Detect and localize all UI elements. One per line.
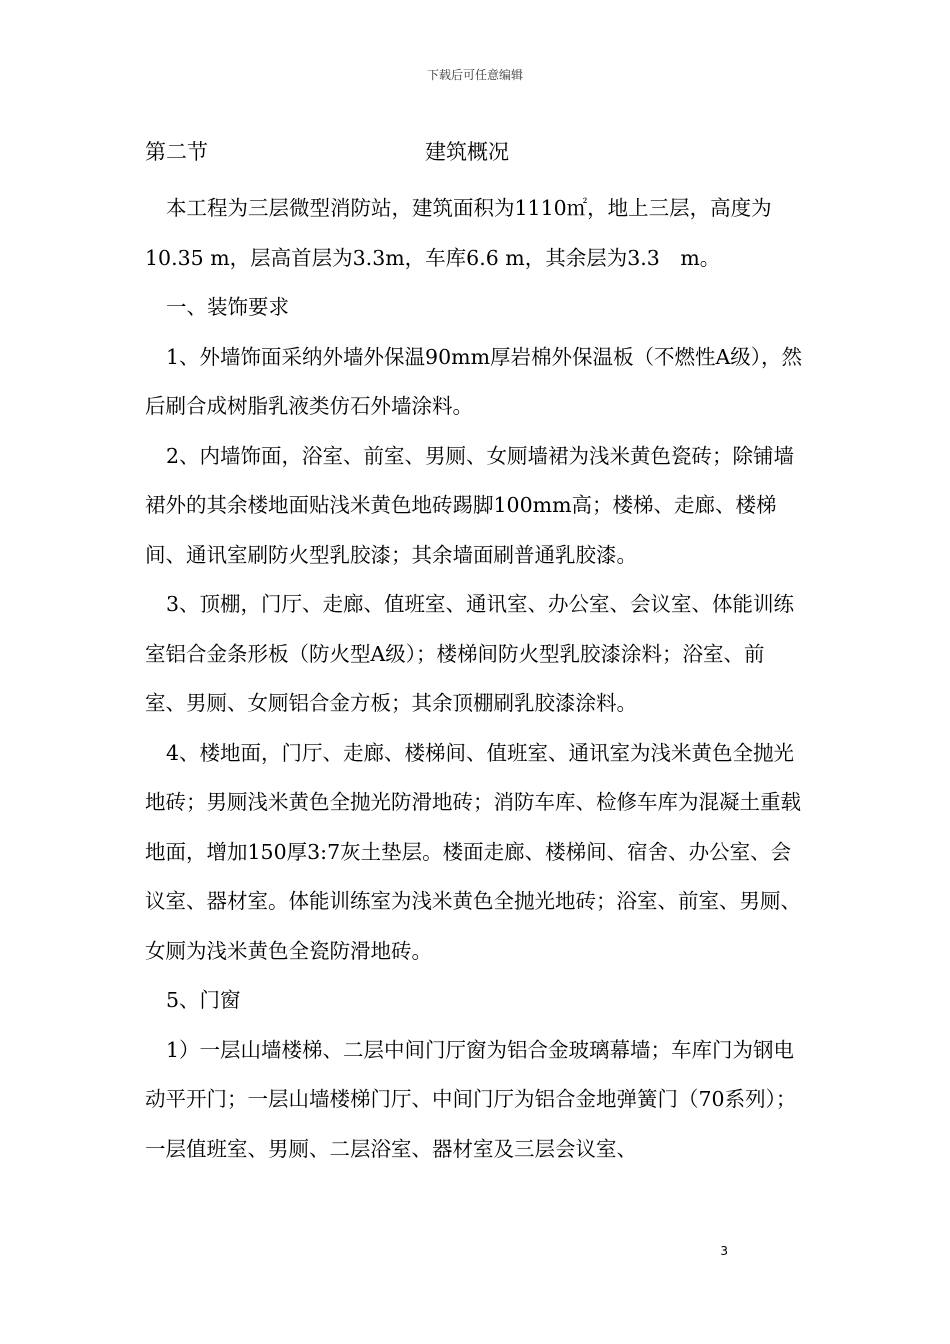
paragraph-ceiling: 3、顶棚，门厅、走廊、值班室、通讯室、办公室、会议室、体能训练室铝合金条形板（防火型A级）；楼梯间防火型乳胶漆涂料；浴室、前室、男厕、女厕铝合金方板；其余顶棚刷乳胶漆涂料。 xyxy=(145,592,795,715)
body-text xyxy=(145,184,805,1174)
section-heading xyxy=(145,136,825,168)
header-note: 下载后可任意编辑 xyxy=(426,68,523,82)
paragraph-overview: 本工程为三层微型消防站，建筑面积为1110㎡，地上三层，高度为10.35 m，层高首层为3.3m，车库6.6 m，其余层为3.3 m。 xyxy=(145,196,772,270)
paragraph-heading-decoration: 一、装饰要求 xyxy=(166,295,289,319)
paragraph-floor: 4、楼地面，门厅、走廊、楼梯间、值班室、通讯室为浅米黄色全抛光地砖；男厕浅米黄色全抛光防滑地砖；消防车库、检修车库为混凝土重载地面，增加150厚3:7灰土垫层。楼面走廊、楼梯间、宿舍、办公室、会议室、器材室。体能训练室为浅米黄色全抛光地砖；浴室、前室、男厕、女厕为浅米黄色全瓷防滑地砖。 xyxy=(145,740,801,963)
page-number: 3 xyxy=(720,1244,728,1258)
paragraph-heading-doors-windows: 5、门窗 xyxy=(166,988,241,1012)
paragraph-exterior-wall: 1、外墙饰面采纳外墙外保温90mm厚岩棉外保温板（不燃性A级），然后刷合成树脂乳液类仿石外墙涂料。 xyxy=(145,344,803,418)
section-title: 建筑概况 xyxy=(425,140,509,164)
paragraph-doors-windows-1: 1）一层山墙楼梯、二层中间门厅窗为铝合金玻璃幕墙；车库门为钢电动平开门；一层山墙楼梯门厅、中间门厅为铝合金地弹簧门（70系列）；一层值班室、男厕、二层浴室、器材室及三层会议室、 xyxy=(145,1037,797,1161)
paragraph-interior-wall: 2、内墙饰面，浴室、前室、男厕、女厕墙裙为浅米黄色瓷砖；除铺墙裙外的其余楼地面贴浅米黄色地砖踢脚100mm高；楼梯、走廊、楼梯间、通讯室刷防火型乳胶漆；其余墙面刷普通乳胶漆。 xyxy=(145,443,795,567)
section-number: 第二节 xyxy=(145,140,208,164)
